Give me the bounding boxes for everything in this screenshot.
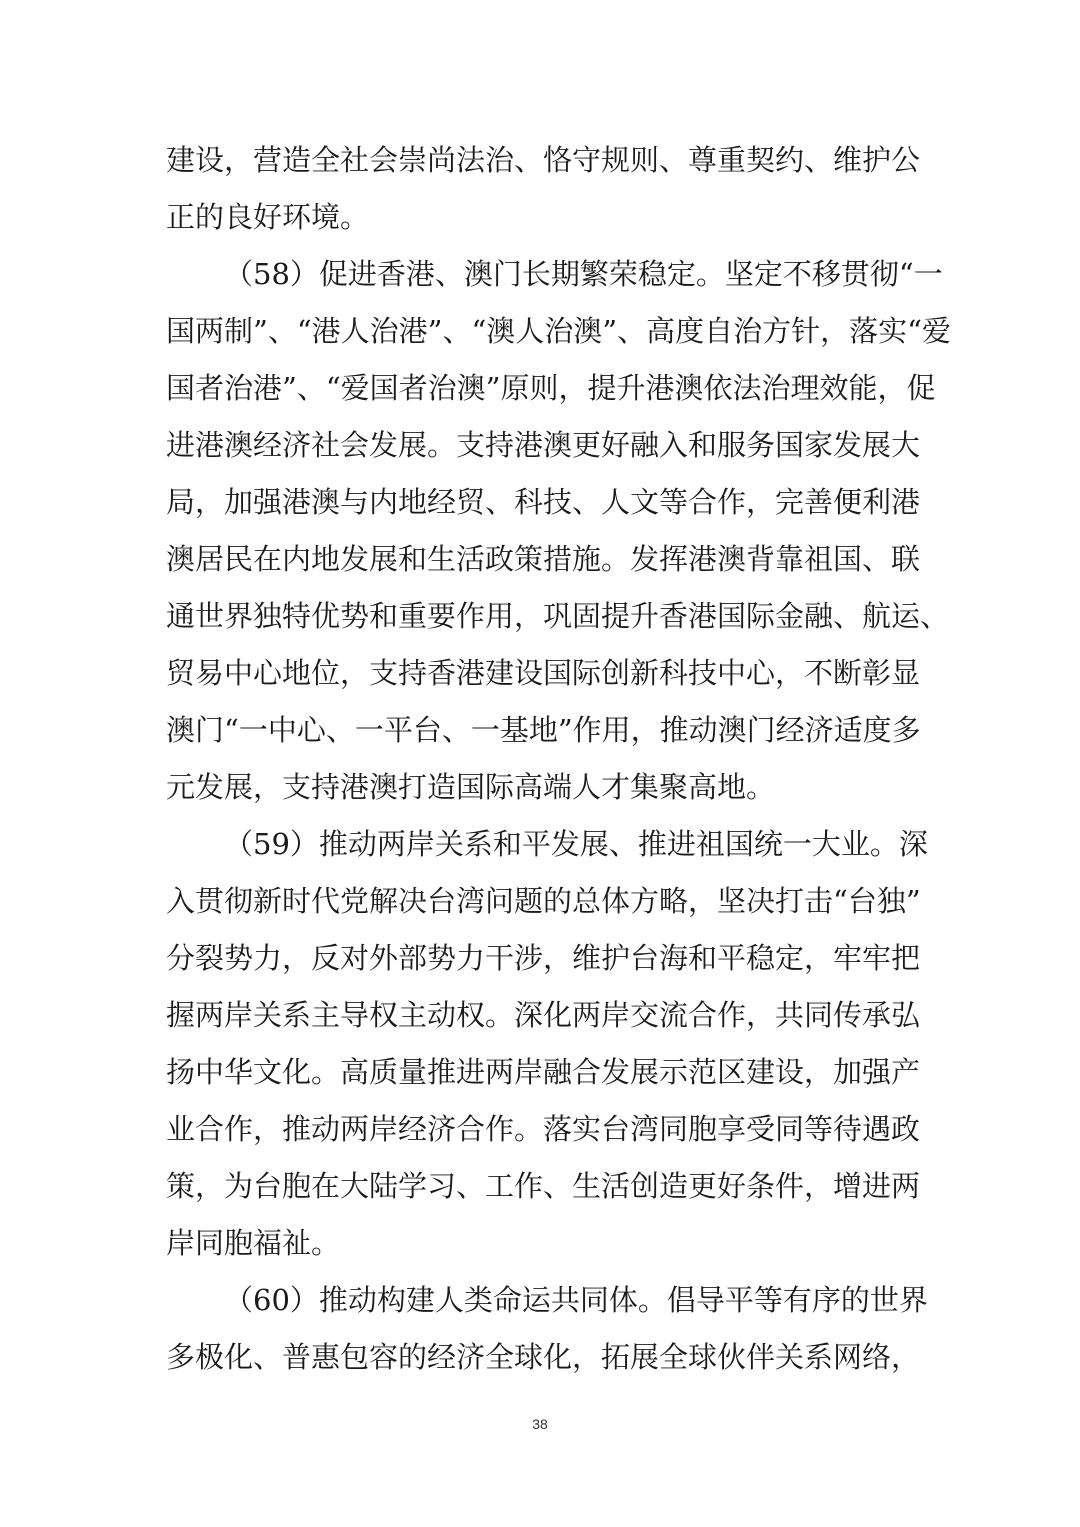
text-line: 扬中华文化。高质量推进两岸融合发展示范区建设，加强产 xyxy=(166,1055,921,1089)
text-line: 国者治港”、“爱国者治澳”原则，提升港澳依法治理效能，促 xyxy=(166,371,936,405)
text-line: 岸同胞福祉。 xyxy=(166,1226,341,1260)
paragraph-58-start: （58）促进香港、澳门长期繁荣稳定。坚定不移贯彻“一 xyxy=(224,257,943,291)
text-line: 正的良好环境。 xyxy=(166,200,370,234)
text-line: 贸易中心地位，支持香港建设国际创新科技中心，不断彰显 xyxy=(166,656,921,690)
text-line: 多极化、普惠包容的经济全球化，拓展全球伙伴关系网络， xyxy=(166,1340,921,1374)
text-line: 分裂势力，反对外部势力干涉，维护台海和平稳定，牢牢把 xyxy=(166,941,921,975)
page-number: 38 xyxy=(532,1416,548,1432)
text-line: 策，为台胞在大陆学习、工作、生活创造更好条件，增进两 xyxy=(166,1169,921,1203)
paragraph-59-start: （59）推动两岸关系和平发展、推进祖国统一大业。深 xyxy=(224,827,928,861)
text-line: 建设，营造全社会崇尚法治、恪守规则、尊重契约、维护公 xyxy=(166,143,921,177)
text-line: 业合作，推动两岸经济合作。落实台湾同胞享受同等待遇政 xyxy=(166,1112,921,1146)
text-line: 元发展，支持港澳打造国际高端人才集聚高地。 xyxy=(166,770,776,804)
text-line: 局，加强港澳与内地经贸、科技、人文等合作，完善便利港 xyxy=(166,485,921,519)
text-line: 国两制”、“港人治港”、“澳人治澳”、高度自治方针，落实“爱 xyxy=(166,314,951,348)
text-line: 进港澳经济社会发展。支持港澳更好融入和服务国家发展大 xyxy=(166,428,921,462)
text-line: 澳门“一中心、一平台、一基地”作用，推动澳门经济适度多 xyxy=(166,713,921,747)
text-line: 入贯彻新时代党解决台湾问题的总体方略，坚决打击“台独” xyxy=(166,884,921,918)
text-line: 通世界独特优势和重要作用，巩固提升香港国际金融、航运、 xyxy=(166,599,950,633)
text-line: 澳居民在内地发展和生活政策措施。发挥港澳背靠祖国、联 xyxy=(166,542,921,576)
paragraph-60-start: （60）推动构建人类命运共同体。倡导平等有序的世界 xyxy=(224,1283,928,1317)
text-line: 握两岸关系主导权主动权。深化两岸交流合作，共同传承弘 xyxy=(166,998,921,1032)
